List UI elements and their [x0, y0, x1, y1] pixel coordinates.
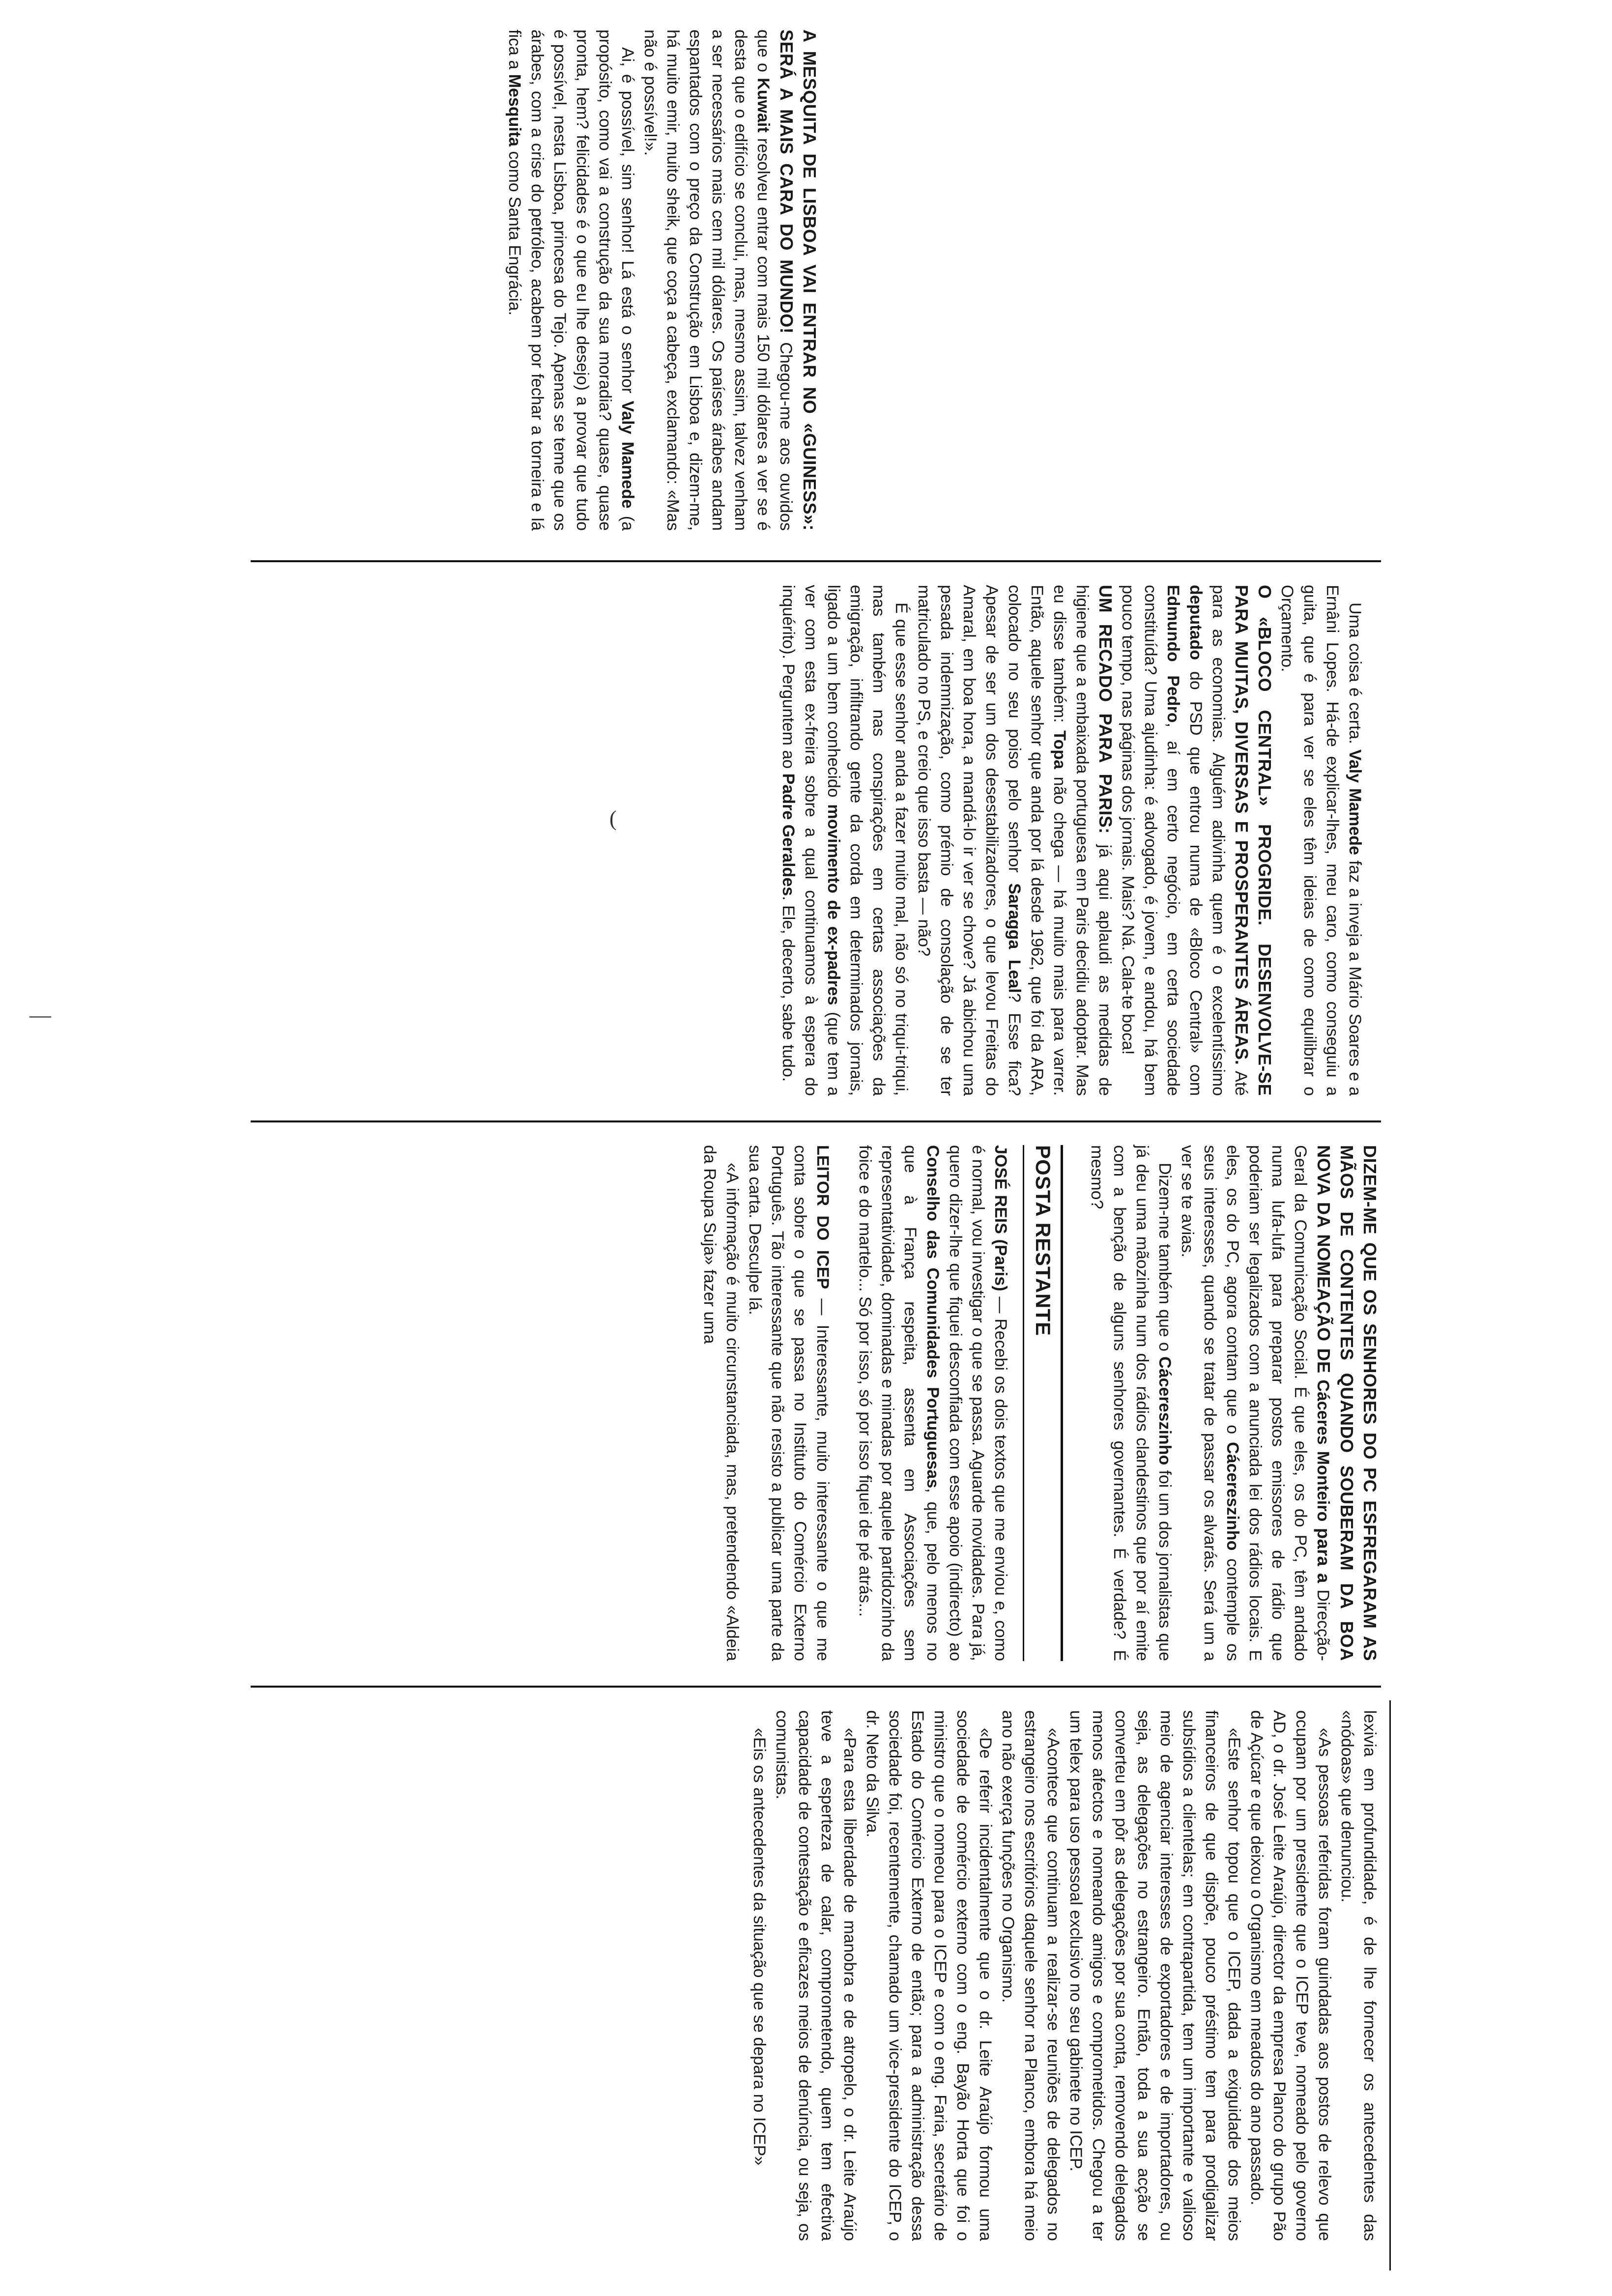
pedro-name: Edmundo Pedro [1164, 585, 1182, 723]
newspaper-clipping [241, 29, 1528, 2270]
jose-reis-letter: JOSÉ REIS (Paris) — Recebi os dois textos que me enviou e, como é normal, vou investigar o que se passa. Aguarde novidades. Para já, quero dizer-lhe que fiquei desconfiada com esse apoio (indirecto) ao Conselho das Comunidades Portuguesas, que, pelo menos no que à França respeita, assenta em Associações sem representatividade, dominadas e minadas por aquele partidozinho da foice e do martelo... Só por isso, só por isso fiquei de pé atrás... [856, 1145, 1010, 1662]
top-rule [1389, 1700, 1391, 2270]
deputado-word: deputado [1186, 585, 1205, 660]
recado-headline: UM RECADO PARA PARIS: [1095, 585, 1116, 834]
column-rule-2 [251, 1120, 1381, 1122]
cacereszinho-name-2: Cácereszinho [1155, 1356, 1174, 1465]
dizem-paragraph-2: Dizem-me também que o Cácereszinho foi um dos jornalistas que já deu uma mãozinha num dos rádios clandestinos que por aí emite com a benção de alguns senhores governantes. É verdade? É mesmo? [1088, 1145, 1174, 1661]
cacereszinho-name: Cácereszinho [1223, 1442, 1242, 1551]
icep-paragraph-5: «De referir incidentalmente que o dr. Leite Araújo formou uma sociedade de comércio externo com o eng. Bayão Horta que foi o ministro que o nomeou para o ICEP e com o eng. Faria, secretário de Estado do Comércio Externo de então; para a administração dessa sociedade foi, recentemente, chamado um vice-presidente do ICEP, o dr. Neto da Silva. [863, 1710, 995, 2241]
jose-reis-head: JOSÉ REIS (Paris) [991, 1145, 1010, 1292]
bloco-article: O «BLOCO CENTRAL» PROGRIDE. DESENVOLVE-SE PARA MUITAS, DIVERSAS E PROSPERANTES ÁREAS. Até para as economias. Alguém adivinha quem é o excelentíssimo deputado do PSD que entrou numa de «Bloco Central» com Edmundo Pedro, aí em certo negócio, em certa sociedade constituída? Uma ajudinha: é advogado, é jovem, e andou, há bem pouco tempo, nas páginas dos jornais. Mais? Ná. Cala-te boca! [1119, 585, 1275, 1096]
movimento-words: movimento de ex-padres [824, 804, 843, 1005]
column-rule-3 [251, 1686, 1381, 1688]
icep-paragraph-3: «Este senhor topou que o ICEP, dada a exiguidade dos meios financeiros de que dispõe, pouco préstimo tem para prodigalizar subsídios a clientelas; em contrapartida, tem um importante e valioso meio de agenciar interesses de exportadores e de importadores, ou seja, as delegações no estrangeiro. Então, toda a sua acção se converteu em pôr as delegações por sua conta, removendo delegados menos afectos e nomeando amigos e comprometidos. Chegou a ter um telex para uso pessoal exclusivo no seu gabinete no ICEP. [1066, 1710, 1243, 2241]
icep-paragraph-4: «Acontece que continuam a realizar-se reuniões de delegados no estrangeiro nos escritórios daquele senhor na Planco, embora há meio ano não exerça funções no Organismo. [999, 1710, 1063, 2241]
column-3 [698, 1145, 1381, 1661]
icep-quote-start: «A informação é muito circunstanciada, mas, pretendendo «Aldeia da Roupa Suja» fazer uma [700, 1145, 742, 1661]
leitor-icep-letter: LEITOR DO ICEP — Interessante, muito interessante o que me conta sobre o que se passa no Instituto do Comércio Externo Português. Tão interessante que não resisto a publicar uma parte da sua carta. Desculpe lá. [746, 1145, 832, 1661]
icep-paragraph-6: «Para esta liberdade de manobra e de atropelo, o dr. Leite Araújo teve a esperteza de calar, comprometendo, quem tem efectiva capacidade de contestação e eficazes meios de denúncia, ou seja, os comunistas. [773, 1710, 859, 2241]
kuwait-name: Kuwait [754, 78, 773, 133]
recado-paragraph-2: É que esse senhor anda a fazer muito mal, não só no triqui-triqui, mas também nas conspirações em certas associações da emigração, infiltrando gente da corda em determinados jornais, ligado a um bem conhecido movimento de ex-padres (que tem a ver com esta ex-freira sobre a qual continuamos à espera do inquérito). Perguntem ao Padre Geraldes. Ele, decerto, sabe tudo. [779, 585, 911, 1096]
stray-mark-dash: — [29, 1003, 51, 1027]
mesquita-paragraph-2: Ai, é possível, sim senhor! Lá está o senhor Valy Mamede (a propósito, como vai a construção da sua moradia? quase, quase pronta, hem? felicidades é o que eu lhe desejo) a provar que tudo é possível, nesta Lisboa, princesa do Tejo. Apenas se teme que os árabes, com a crise do petróleo, acabem por fechar a torneira e lá fica a Mesquita como Santa Engrácia. [505, 29, 637, 531]
column-2 [777, 585, 1366, 1096]
icep-paragraph-7: «Eis os antecedentes da situação que se depara no ICEP» [750, 1728, 769, 2166]
mesquita-name: Mesquita [505, 74, 524, 147]
caceres-name: Cáceres Monteiro [1314, 1379, 1332, 1522]
saragga-name: Saragga Leal [1005, 883, 1024, 993]
conselho-name: Conselho das Comunidades Portuguesas [923, 1145, 942, 1489]
recado-article: UM RECADO PARA PARIS: já aqui aplaudi as medidas de higiene que a embaixada portuguesa em Paris decidiu adoptar. Mas eu disse também: Topa não chega — há muito mais para varrer. Então, aquele senhor que anda por lá desde 1962, que foi da ARA, colocado no seu poiso pelo senhor Saragga Leal? Esse fica? Apesar de ser um dos desestabilizadores, o que levou Freitas do Amaral, em boa hora, a mandá-lo ir ver se chove? Já abichou uma pesada indemnização, como prémio de consolação de se ter matriculado no PS, e creio que isso basta — não? [915, 585, 1116, 1096]
icep-paragraph-2: «As pessoas referidas foram guindadas aos postos de relevo que ocupam por um presidente que o ICEP teve, nomeado pelo governo AD, o dr. José Leite Araújo, director da empresa Planco do grupo Pão de Açúcar e que deixou o Organismo em meados do ano passado. [1247, 1710, 1334, 2241]
bloco-headline: O «BLOCO CENTRAL» PROGRIDE. DESENVOLVE-SE PARA MUITAS, DIVERSAS E PROSPERANTES ÁREAS. [1232, 585, 1275, 1096]
valy-name-2: Valy Mamede [1346, 749, 1364, 855]
stray-mark-paren: ( [609, 806, 617, 831]
valy-name: Valy Mamede [618, 401, 637, 509]
mesquita-article: A MESQUITA DE LISBOA VAI ENTRAR NO «GUINESS»: SERÁ A MAIS CARA DO MUNDO! Chegou-me aos ouvidos que o Kuwait resolveu entrar com mais 150 mil dólares a ver se é desta que o edifício se conclui, mas, mesmo assim, talvez venham a ser necessários mais cem mil dólares. Os países árabes andam espantados com o preço da Construção em Lisboa e, dizem-me, há muito emir, muito sheik, que coça a cabeça, exclamando: «Mas não é possível!». [641, 29, 820, 531]
dizem-headline: DIZEM-ME QUE OS SENHORES DO PC ESFREGARAM AS MÃOS DE CONTENTES QUANDO SOUBERAM DA BOA NOVA DA NOMEAÇÃO DE [1314, 1145, 1380, 1661]
topa-name: Topa [1050, 730, 1069, 769]
column-1 [503, 29, 821, 531]
column-rule-1 [251, 560, 1381, 562]
icep-paragraph-1: lexivia em profundidade, é de lhe fornecer os antecedentes das «nódoas» que denunciou. [1338, 1710, 1379, 2241]
mesquita-headline: A MESQUITA DE LISBOA VAI ENTRAR NO «GUINESS»: SERÁ A MAIS CARA DO MUNDO! [777, 29, 820, 531]
padre-name: Padre Geraldes [779, 773, 798, 896]
dizem-article: DIZEM-ME QUE OS SENHORES DO PC ESFREGARAM AS MÃOS DE CONTENTES QUANDO SOUBERAM DA BOA NOVA DA NOMEAÇÃO DE Cáceres Monteiro para a Direcção-Geral da Comunicação Social. É que eles, os do PC, têm andado numa lufa-lufa para preparar postos emissores de rádio que poderiam ser legalizados com a anunciada lei dos rádios locais. E eles, os do PC, agora contam que o Cácereszinho contemple os seus interesses, quando se tratar de passar os alvarás. Será um a ver se te avias. [1178, 1145, 1380, 1661]
intro-paragraph: Uma coisa é certa. Valy Mamede faz a inveja a Mário Soares e a Ernâni Lopes. Há-de explicar-lhes, meu caro, como conseguiu a guita, que é para ver se eles têm ideias de como equilibrar o Orçamento. [1278, 585, 1364, 1096]
leitor-icep-head: LEITOR DO ICEP [813, 1145, 832, 1290]
posta-restante-heading: POSTA RESTANTE [1023, 1145, 1063, 1661]
column-4 [748, 1710, 1381, 2241]
